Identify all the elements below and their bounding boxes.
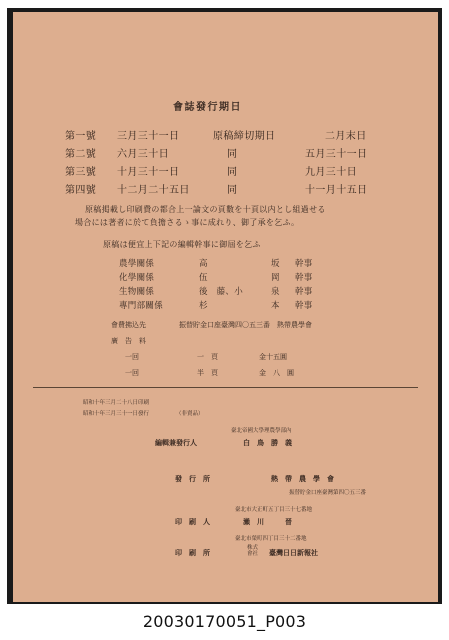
publisher-account: 振替貯金口座臺灣第四〇五三番 bbox=[289, 490, 367, 496]
editor-dept: 專門部關係 bbox=[119, 301, 164, 311]
ad-count: 一回 bbox=[125, 369, 139, 377]
page-title: 會誌發行期日 bbox=[173, 102, 242, 113]
deadline-label: 原稿締切期日 bbox=[213, 131, 276, 142]
ad-label: 廣 告 料 bbox=[111, 337, 146, 345]
divider bbox=[33, 387, 418, 388]
editor-name: 伍 bbox=[199, 273, 208, 283]
issue-4-same: 同 bbox=[227, 185, 238, 196]
editor-name2: 岡 bbox=[271, 273, 280, 283]
issue-2-date: 六月三十日 bbox=[117, 149, 169, 160]
editor-label: 編輯兼發行人 bbox=[155, 438, 197, 447]
ad-price: 金 八 圓 bbox=[259, 369, 294, 377]
press-label: 印 刷 所 bbox=[175, 548, 210, 557]
editor-name: 後 藤、小 bbox=[199, 287, 244, 297]
issue-4: 第四號 bbox=[65, 185, 97, 196]
ad-count: 一回 bbox=[125, 353, 139, 361]
editor-address: 臺北帝國大學理農學部內 bbox=[231, 428, 292, 434]
editor-role: 幹事 bbox=[295, 301, 313, 311]
editor-name2: 坂 bbox=[271, 259, 280, 269]
fee-value: 振替貯金口座臺灣四〇五三番 熱帶農學會 bbox=[179, 321, 312, 329]
fee-label: 會費拂込先 bbox=[111, 321, 146, 329]
editor-dept: 生物關係 bbox=[119, 287, 155, 297]
issue-date: 昭和十年三月三十一日發行 bbox=[83, 411, 150, 417]
issue-3: 第三號 bbox=[65, 167, 97, 178]
print-date: 昭和十年三月二十八日印刷 bbox=[83, 400, 150, 406]
ad-price: 金十五圓 bbox=[259, 353, 287, 361]
document-page bbox=[13, 12, 438, 602]
not-for-sale: （非賣品） bbox=[176, 411, 204, 417]
editor-role: 幹事 bbox=[295, 259, 313, 269]
issue-2-same: 同 bbox=[227, 149, 238, 160]
printer-label: 印 刷 人 bbox=[175, 517, 210, 526]
scan-id: 20030170051_P003 bbox=[142, 612, 307, 631]
issue-4-date: 十二月二十五日 bbox=[117, 185, 190, 196]
editor-name: 高 bbox=[199, 259, 208, 269]
editor-name: 杉 bbox=[199, 301, 208, 311]
ad-size: 一 頁 bbox=[197, 353, 218, 361]
issue-3-deadline: 九月三十日 bbox=[305, 167, 357, 178]
issue-1: 第一號 bbox=[65, 131, 97, 142]
printer-name: 瀨 川 晉 bbox=[243, 517, 292, 526]
press-name: 臺灣日日新報社 bbox=[269, 548, 318, 557]
editor-dept: 農學關係 bbox=[119, 259, 155, 269]
ad-size: 半 頁 bbox=[197, 369, 218, 377]
issue-2-deadline: 五月三十一日 bbox=[305, 149, 368, 160]
notice-line-1: 原稿掲載し印刷費の都合上一論文の頁數を十頁以内とし組過せる bbox=[85, 205, 326, 214]
notice-line-2: 場合には著者に於て負擔さるゝ事に成れり、御了承を乞ふ。 bbox=[75, 218, 300, 227]
editor-name: 白 鳥 勝 義 bbox=[243, 438, 292, 447]
editor-name2: 本 bbox=[271, 301, 280, 311]
issue-3-date: 十月三十一日 bbox=[117, 167, 180, 178]
editor-role: 幹事 bbox=[295, 273, 313, 283]
editor-name2: 泉 bbox=[271, 287, 280, 297]
issue-2: 第二號 bbox=[65, 149, 97, 160]
issue-1-date: 三月三十一日 bbox=[117, 131, 180, 142]
editors-heading: 原稿は便宜上下記の編輯幹事に御屆を乞ふ bbox=[103, 240, 261, 249]
printer-address: 臺北市大正町五丁目三十七番地 bbox=[235, 507, 313, 513]
editor-role: 幹事 bbox=[295, 287, 313, 297]
issue-3-same: 同 bbox=[227, 167, 238, 178]
issue-1-deadline: 二月末日 bbox=[325, 131, 367, 142]
publisher-name: 熱 帶 農 學 會 bbox=[271, 474, 334, 483]
press-address: 臺北市榮町四丁目三十二番地 bbox=[235, 536, 307, 542]
issue-4-deadline: 十一月十五日 bbox=[305, 185, 368, 196]
editor-dept: 化學關係 bbox=[119, 273, 155, 283]
press-type: 株式 會社 bbox=[247, 545, 259, 557]
publisher-label: 發 行 所 bbox=[175, 474, 210, 483]
